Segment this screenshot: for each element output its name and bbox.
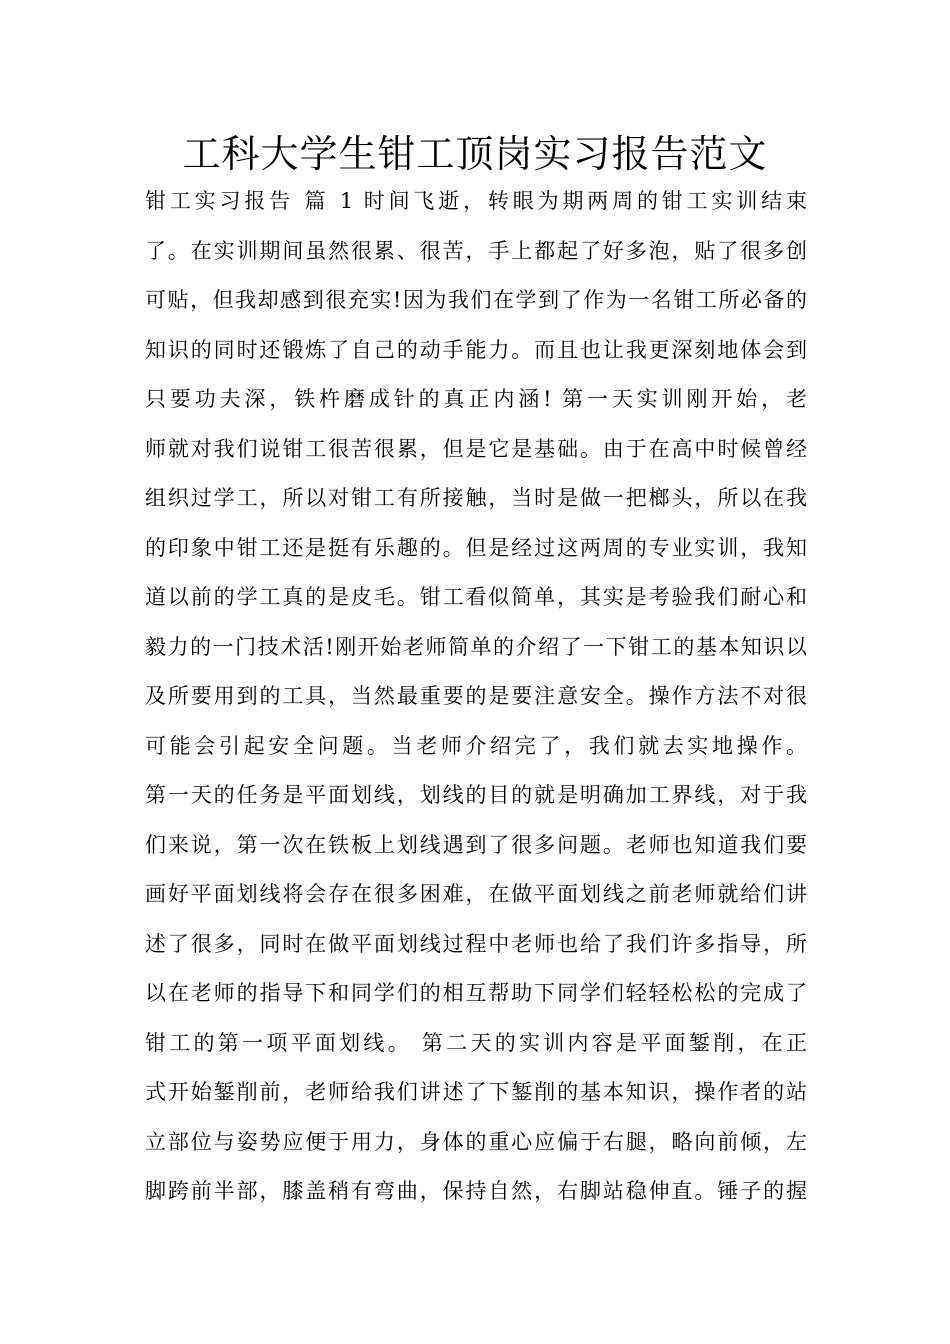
text-line: 毅力的一门技术活!刚开始老师简单的介绍了一下钳工的基本知识以 <box>145 634 807 659</box>
text-line: 组织过学工，所以对钳工有所接触，当时是做一把榔头，所以在我 <box>145 486 807 510</box>
text-line: 可贴，但我却感到很充实!因为我们在学到了作为一名钳工所必备的 <box>145 288 807 312</box>
text-line: 式开始錾削前，老师给我们讲述了下錾削的基本知识，操作者的站 <box>145 1080 807 1104</box>
text-line: 只要功夫深，铁杵磨成针的真正内涵! 第一天实训刚开始，老 <box>145 387 807 411</box>
text-line: 以在老师的指导下和同学们的相互帮助下同学们轻轻松松的完成了 <box>145 981 807 1005</box>
text-line: 脚跨前半部，膝盖稍有弯曲，保持自然，右脚站稳伸直。锤子的握 <box>145 1179 807 1203</box>
text-line: 可能会引起安全问题。当老师介绍完了，我们就去实地操作。 <box>145 733 807 758</box>
text-line: 了。在实训期间虽然很累、很苦，手上都起了好多泡，贴了很多创 <box>145 238 807 263</box>
text-line: 们来说，第一次在铁板上划线遇到了很多问题。老师也知道我们要 <box>145 832 807 857</box>
document-body <box>145 181 807 1221</box>
text-line: 钳工实习报告 篇 1 时间飞逝，转眼为期两周的钳工实训结束 <box>145 189 807 213</box>
text-line: 画好平面划线将会存在很多困难，在做平面划线之前老师就给们讲 <box>145 882 807 906</box>
text-line: 及所要用到的工具，当然最重要的是要注意安全。操作方法不对很 <box>145 684 807 708</box>
text-line: 师就对我们说钳工很苦很累，但是它是基础。由于在高中时候曾经 <box>145 436 807 461</box>
text-line: 的印象中钳工还是挺有乐趣的。但是经过这两周的专业实训，我知 <box>145 535 807 560</box>
document-title: 工科大学生钳工顶岗实习报告范文 <box>182 132 768 176</box>
text-line: 述了很多，同时在做平面划线过程中老师也给了我们许多指导，所 <box>145 931 807 956</box>
text-line: 知识的同时还锻炼了自己的动手能力。而且也让我更深刻地体会到 <box>145 337 807 362</box>
text-line: 第一天的任务是平面划线，划线的目的就是明确加工界线，对于我 <box>145 783 807 807</box>
text-line: 道以前的学工真的是皮毛。钳工看似简单，其实是考验我们耐心和 <box>145 585 807 609</box>
text-line: 钳工的第一项平面划线。 第二天的实训内容是平面錾削，在正 <box>145 1030 807 1055</box>
text-line: 立部位与姿势应便于用力，身体的重心应偏于右腿，略向前倾，左 <box>145 1129 807 1154</box>
